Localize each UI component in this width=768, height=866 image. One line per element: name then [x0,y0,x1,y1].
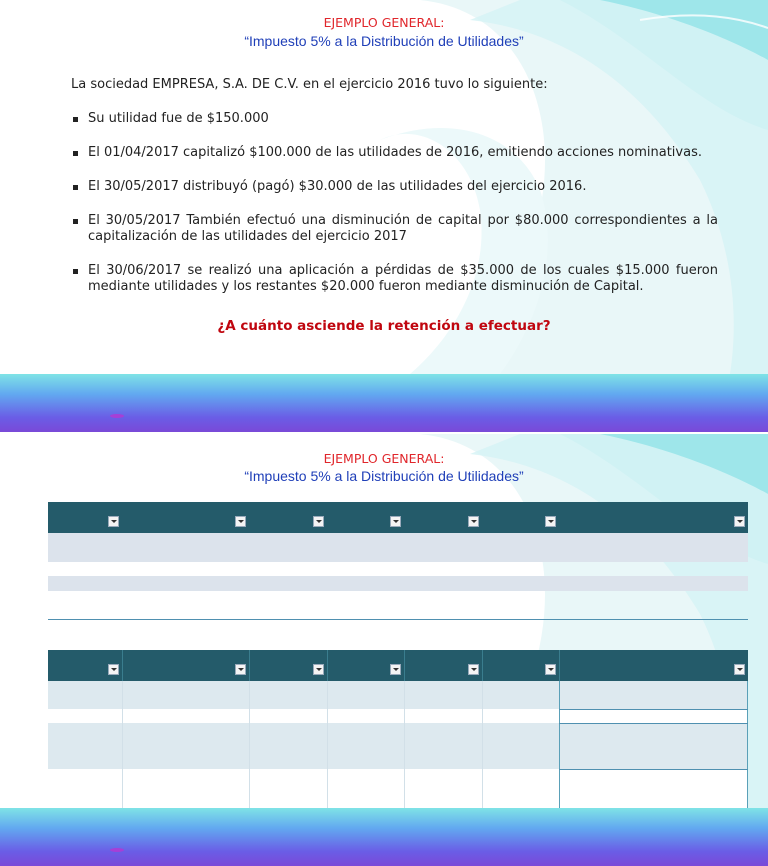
table-row [48,533,748,562]
table-header [48,650,748,681]
list-item: El 30/05/2017 También efectuó una disminución de capital por $80.000 correspondientes a la capitalización de las utilidades del ejercicio 2017 [71,213,718,245]
filter-dropdown-icon[interactable] [468,516,479,527]
table-bottom-border [48,619,748,620]
slide-subheading: “Impuesto 5% a la Distribución de Utilidades” [244,33,524,49]
list-item: El 30/06/2017 se realizó una aplicación a pérdidas de $35.000 de los cuales $15.000 fueron mediante utilidades y los restantes $20.000 fueron mediante disminución de Capital. [71,263,718,295]
filter-dropdown-icon[interactable] [108,664,119,675]
table-2 [48,650,748,814]
intro-text: La sociedad EMPRESA, S.A. DE C.V. en el ejercicio 2016 tuvo lo siguiente: [71,77,548,92]
slide-1 [0,0,768,432]
slide-2 [0,434,768,866]
table-1 [48,502,748,622]
table-row [48,769,748,811]
slide-subheading: “Impuesto 5% a la Distribución de Utilidades” [244,468,524,484]
table-row [48,723,748,769]
filter-dropdown-icon[interactable] [545,664,556,675]
filter-dropdown-icon[interactable] [235,664,246,675]
table-row [48,681,748,709]
filter-dropdown-icon[interactable] [734,664,745,675]
facts-list [71,111,718,313]
slide-heading: EJEMPLO GENERAL: [323,15,445,30]
slide-heading: EJEMPLO GENERAL: [323,451,445,466]
filter-dropdown-icon[interactable] [734,516,745,527]
filter-dropdown-icon[interactable] [390,664,401,675]
filter-dropdown-icon[interactable] [313,664,324,675]
list-item: Su utilidad fue de $150.000 [71,111,718,127]
list-item: El 30/05/2017 distribuyó (pagó) $30.000 de las utilidades del ejercicio 2016. [71,179,718,195]
filter-dropdown-icon[interactable] [108,516,119,527]
footer-gradient-bar [0,808,768,866]
table-header [48,502,748,533]
table-row [48,576,748,591]
filter-dropdown-icon[interactable] [390,516,401,527]
filter-dropdown-icon[interactable] [545,516,556,527]
question-text: ¿A cuánto asciende la retención a efectuar? [217,318,551,334]
table-row [48,709,748,723]
filter-dropdown-icon[interactable] [313,516,324,527]
footer-gradient-bar [0,374,768,432]
filter-dropdown-icon[interactable] [235,516,246,527]
filter-dropdown-icon[interactable] [468,664,479,675]
list-item: El 01/04/2017 capitalizó $100.000 de las utilidades de 2016, emitiendo acciones nominativas. [71,145,718,161]
